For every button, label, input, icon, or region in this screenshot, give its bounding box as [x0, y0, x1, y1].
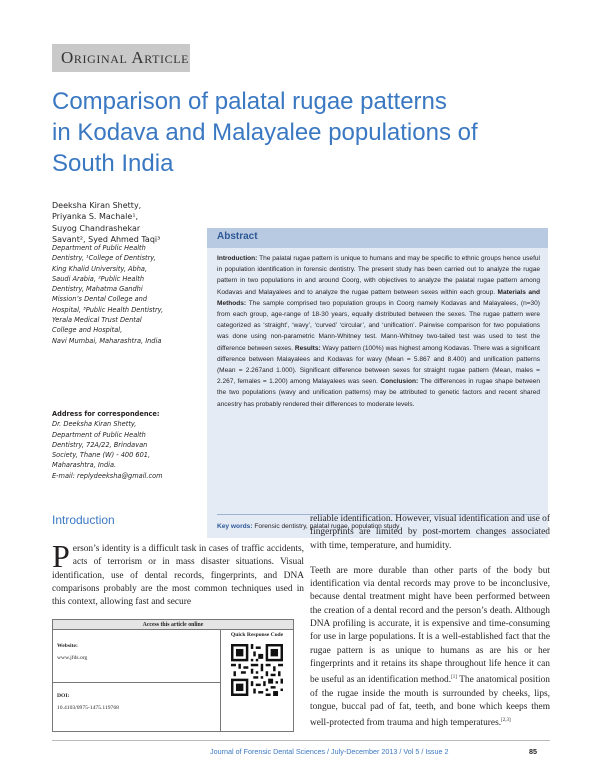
footer-rule — [52, 740, 550, 741]
correspondence-line: Maharashtra, India. — [52, 461, 117, 470]
correspondence-line: Dentistry, 72A/22, Brindavan — [52, 440, 148, 449]
affiliation-line: Hospital, ³Public Health Dentistry, — [52, 305, 164, 314]
paragraph: reliable identification. However, visual identification and use of fingerprints are limited by post-mortem changes associated with time, temperature, and humidity. — [310, 514, 550, 551]
paragraph-text: Teeth are more durable than other parts of the body but identification via dental records may prove to be inconclusive, because dental treatment might have been performed between the creation of a dental record and the person’s death. Although DNA profiling is accurate, it is expensive and time-consuming for use in large populations. It is a well-established fact that the rugae pattern is as unique to humans as are his or her fingerprints and it retains its shape throughout life hence it can be useful as an identification method. — [310, 565, 550, 686]
qr-panel — [221, 630, 293, 731]
paragraph — [310, 565, 550, 731]
title-line: in Kodava and Malayalee populations of — [52, 119, 478, 146]
abstract-intro-text: The palatal rugae pattern is unique to humans and may be specific to ethnic groups hence useful in population identification in forensic dentistry. The present study has been carried out to analyze the rugae pattern in two populations in and around Coorg, with objectives to analyze the palatal rugae pattern among Kodavas and Malayalees and to analyze the rugae pattern between sexes within each group. — [217, 255, 540, 296]
affiliation-line: Navi Mumbai, Maharashtra, India — [52, 336, 162, 345]
page-footer — [0, 745, 600, 759]
access-article-box — [52, 619, 294, 732]
website-label: Website: — [57, 643, 78, 649]
author-list — [52, 200, 202, 246]
qr-label: Quick Response Code — [230, 632, 284, 638]
keywords-label: Key words: — [217, 523, 253, 530]
doi-value[interactable]: 10.4103/0975-1475.119768 — [57, 705, 119, 711]
abstract-results-text: Wavy pattern (100%) was highest among Kodavas. There was a significant difference between Malayalees and Kodavas for wavy (Mean = 5.867 and 8.400) and unification patterns (Mean = 2.267and 1.000). Significant difference between sexes for straight rugae pattern (Mean, males = 2.267, females = 1.200) among Malayalees was seen. — [217, 344, 540, 386]
author-line: Suyog Chandrashekar — [52, 223, 141, 233]
page-number: 85 — [529, 747, 537, 756]
affiliations — [52, 243, 202, 346]
author-line: Priyanka S. Machale¹, — [52, 212, 139, 222]
affiliation-line: Yerala Medical Trust Dental — [52, 316, 142, 325]
correspondence-line: Society, Thane (W) - 400 601, — [52, 451, 151, 460]
divider — [53, 682, 220, 683]
access-info — [53, 630, 221, 731]
affiliation-line: Mission’s Dental College and — [52, 295, 148, 304]
article-title — [52, 86, 552, 179]
introduction-heading: Introduction — [52, 513, 115, 527]
doi-label: DOI: — [57, 693, 70, 699]
abstract-results-label: Results: — [293, 344, 321, 352]
drop-cap: P — [52, 538, 70, 574]
affiliation-line: Saudi Arabia, ²Public Health — [52, 274, 145, 283]
author-line: Savant², Syed Ahmed Taqi³ — [52, 235, 161, 245]
affiliation-line: College and Hospital, — [52, 326, 123, 335]
title-line: South India — [52, 150, 174, 177]
title-line: Comparison of palatal rugae patterns — [52, 88, 447, 115]
affiliation-line: Dentistry, ¹College of Dentistry, — [52, 254, 156, 263]
citation[interactable]: [2,3] — [501, 718, 511, 724]
author-line: Deeksha Kiran Shetty, — [52, 201, 142, 210]
affiliation-line: Dentistry, Mahatma Gandhi — [52, 285, 143, 294]
abstract-heading: Abstract — [207, 228, 548, 248]
correspondence-address — [52, 409, 202, 481]
intro-paragraph: erson’s identity is a difficult task in cases of traffic accidents, acts of terrorism or in mass disaster situations. Visual identification, use of dental records, fingerprints, and DNA comparisons probably are the most common techniques used in this context, allowing fast and secure — [52, 544, 304, 608]
section-badge: Original Article — [52, 44, 190, 72]
access-heading: Access this article online — [53, 620, 293, 630]
body-column-right — [310, 513, 550, 743]
correspondence-line: Department of Public Health — [52, 430, 146, 439]
keywords-text: Forensic dentistry, palatal rugae, population study — [252, 523, 400, 530]
affiliation-line: King Khalid University, Abha, — [52, 264, 148, 273]
abstract-conclusion-label: Conclusion: — [377, 378, 419, 386]
abstract-intro-label: Introduction: — [217, 255, 258, 262]
abstract-conclusion-text: The differences in rugae shape between the two populations (wavy and unification patterns) may be attributed to genetic factors and recent shared ancestry has probably rendered their differences to moderate levels. — [217, 378, 540, 408]
citation[interactable]: [1] — [451, 675, 457, 681]
affiliation-line: Department of Public Health — [52, 244, 146, 252]
qr-code-icon[interactable] — [231, 644, 283, 696]
journal-citation: Journal of Forensic Dental Sciences / July-December 2013 / Vol 5 / Issue 2 — [210, 747, 449, 756]
abstract-body — [217, 253, 540, 410]
abstract-methods-text: The sample comprised two population groups in Coorg namely Kodavas and Malayalees, (n=30) from each group, age-range of 18-30 years, equally distributed between the sexes. The rugae pattern were categorized as ‘straight’, ‘wavy’, ‘curved’ ‘circular’, and ‘unification’. Pairwise comparison for two populations was done using non-parametric Mann-Whitney test. Mann-Whitney two-tailed test was used to test the difference between sexes. — [217, 299, 540, 352]
body-column-left — [52, 538, 304, 609]
abstract-box — [207, 228, 548, 538]
paragraph-text: The anatomical position of the rugae inside the mouth is surrounded by cheeks, lips, tongue, buccal pad of fat, teeth, and bone which keeps them well-protected from trauma and high temperatures. — [310, 675, 550, 729]
website-link[interactable]: www.jfds.org — [57, 655, 88, 661]
correspondence-heading: Address for correspondence: — [52, 410, 160, 418]
abstract-methods-label: Materials and Methods: — [217, 288, 540, 307]
correspondence-email[interactable]: E-mail: replydeeksha@gmail.com — [52, 471, 163, 480]
correspondence-line: Dr. Deeksha Kiran Shetty, — [52, 420, 137, 429]
